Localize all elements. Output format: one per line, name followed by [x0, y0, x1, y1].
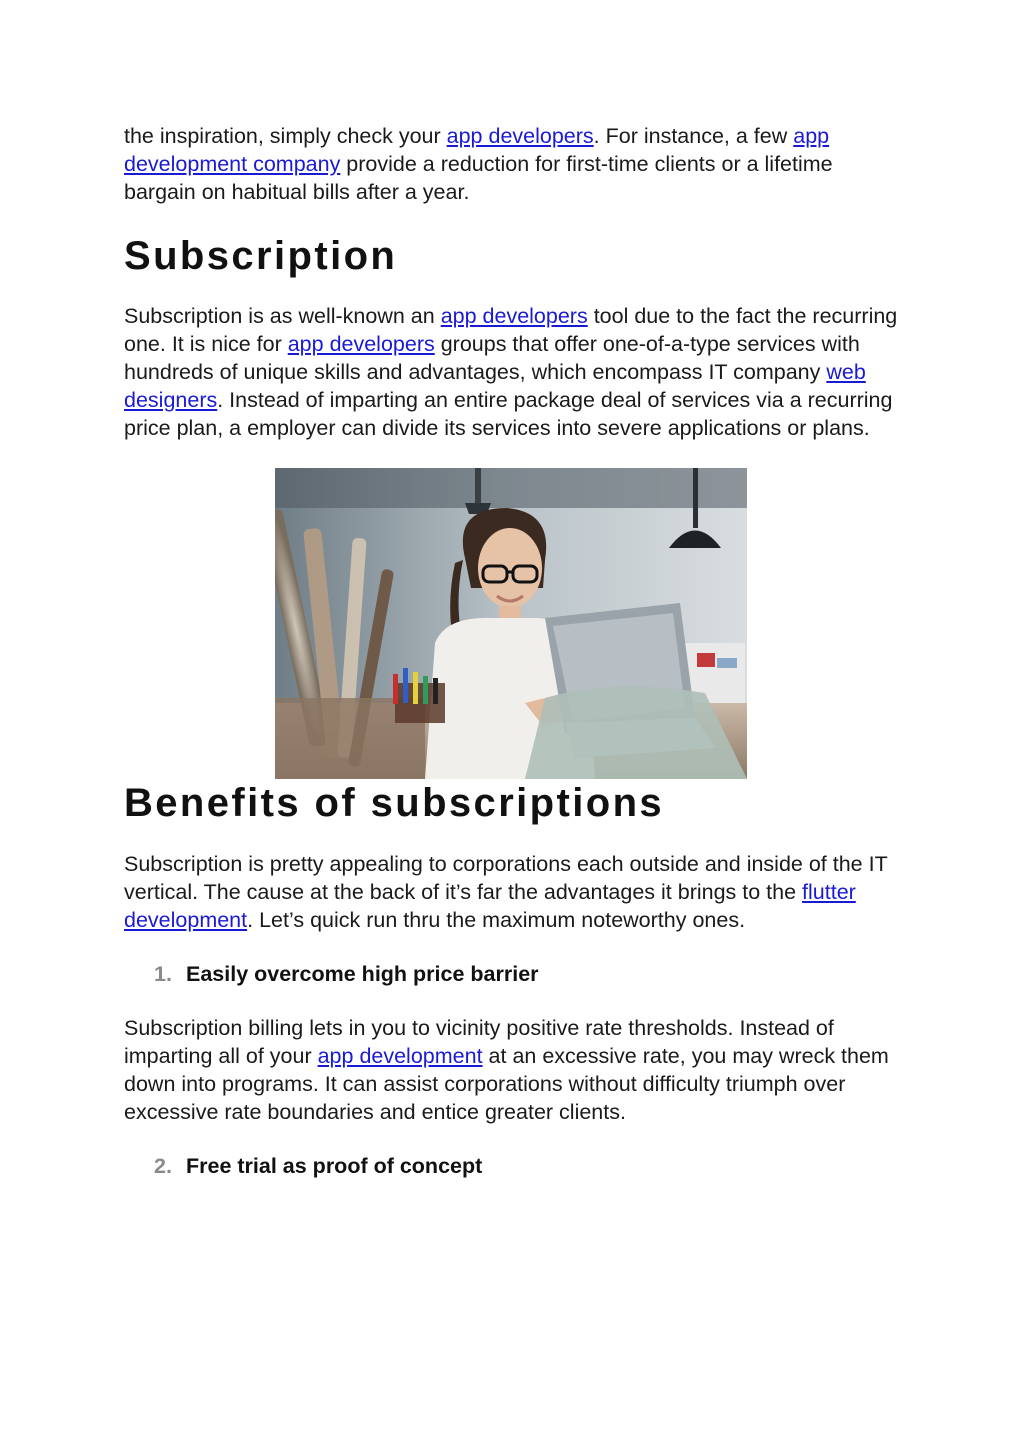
- subscription-text-1: Subscription is as well-known an: [124, 304, 441, 328]
- document-page: [124, 122, 904, 1180]
- app-developers-link[interactable]: app developers: [440, 304, 588, 328]
- benefits-paragraph: [124, 850, 904, 934]
- benefits-text-2: . Let’s quick run thru the maximum noteworthy ones.: [247, 908, 746, 932]
- price-text-1: Subscription billing lets in you to vicinity positive rate thresholds. Instead of imparting all of your: [124, 1016, 834, 1068]
- intro-text-3: provide a reduction for first-time clients or a lifetime bargain on habitual bills after a year.: [124, 152, 833, 204]
- subscription-paragraph: [124, 302, 904, 442]
- app-development-company-link[interactable]: app development company: [124, 124, 830, 176]
- intro-paragraph: [124, 122, 904, 206]
- list-item-2: [154, 1152, 904, 1180]
- list-item-title: Free trial as proof of concept: [186, 1154, 483, 1178]
- list-item-title: Easily overcome high price barrier: [186, 962, 539, 986]
- flutter-development-link[interactable]: flutter development: [124, 880, 856, 932]
- subscription-text-4: . Instead of imparting an entire package deal of services via a recurring price plan, a employer can divide its services into severe applications or plans.: [124, 388, 893, 440]
- subscription-text-3: groups that offer one-of-a-type services with hundreds of unique skills and advantages, which encompass IT company: [124, 332, 860, 384]
- price-text-2: at an excessive rate, you may wreck them down into programs. It can assist corporations without difficulty triumph over excessive rate boundaries and entice greater clients.: [124, 1044, 889, 1124]
- subscription-text-2: tool due to the fact the recurring one. It is nice for: [124, 304, 898, 356]
- intro-text-2: . For instance, a few: [593, 124, 794, 148]
- list-item-1: [154, 960, 904, 988]
- app-developers-link[interactable]: app developers: [287, 332, 435, 356]
- app-developers-link[interactable]: app developers: [446, 124, 594, 148]
- benefits-text-1: Subscription is pretty appealing to corporations each outside and inside of the IT vertical. The cause at the back of it’s far the advantages it brings to the: [124, 852, 888, 904]
- list-number: 1.: [154, 962, 172, 986]
- web-designers-link[interactable]: web designers: [124, 360, 866, 412]
- app-development-link[interactable]: app development: [317, 1044, 483, 1068]
- intro-text-1: the inspiration, simply check your: [124, 124, 447, 148]
- benefits-heading: Benefits of subscriptions: [124, 781, 665, 825]
- woman-laptop-photo: [275, 468, 747, 779]
- list-number: 2.: [154, 1154, 172, 1178]
- price-barrier-paragraph: [124, 1014, 904, 1126]
- subscription-heading: Subscription: [124, 234, 398, 278]
- photo-illustration: [275, 468, 747, 779]
